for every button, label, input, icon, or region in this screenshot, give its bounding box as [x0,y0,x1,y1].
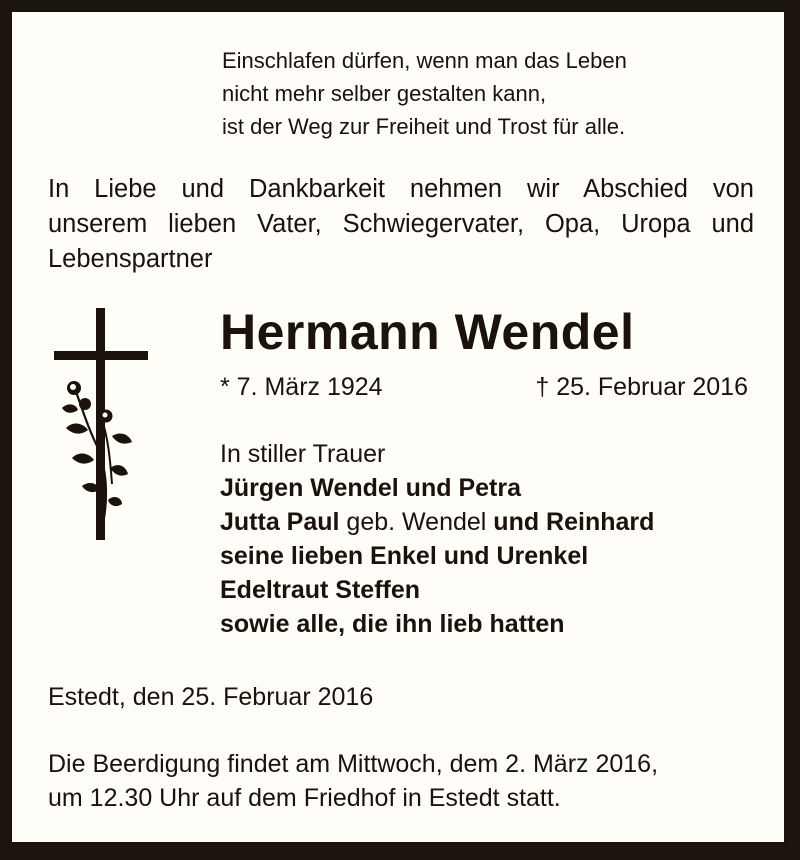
place-date: Estedt, den 25. Februar 2016 [48,683,374,711]
mourners-list [220,437,654,641]
mourner-maiden-name: geb. Wendel [339,508,494,536]
intro-line: In Liebe und Dankbarkeit nehmen wir Abschied von [48,175,754,203]
funeral-info [48,747,658,815]
mourner-line: seine lieben Enkel und Urenkel [220,542,589,570]
mourner-line [220,505,654,539]
funeral-line: um 12.30 Uhr auf dem Friedhof in Estedt statt. [48,784,561,812]
mourner-line: sowie alle, die ihn lieb hatten [220,610,565,638]
poem [222,44,627,143]
poem-line: nicht mehr selber gestalten kann, [222,81,547,106]
intro-line: unserem lieben Vater, Schwiegervater, Opa, Uropa und [48,210,754,238]
mourner-line: Jürgen Wendel und Petra [220,474,521,502]
cross-with-rose-icon [52,308,152,548]
intro-line: Lebenspartner [48,245,213,273]
deceased-name: Hermann Wendel [220,304,635,360]
poem-line: ist der Weg zur Freiheit und Trost für alle. [222,114,626,139]
mourner-partner: und Reinhard [493,508,655,536]
obituary-card [10,10,786,844]
funeral-line: Die Beerdigung findet am Mittwoch, dem 2. März 2016, [48,750,659,778]
mourner-line: Edeltraut Steffen [220,576,421,604]
birth-date: * 7. März 1924 [220,373,383,401]
death-date: † 25. Februar 2016 [535,373,748,401]
mourner-name: Jutta Paul [220,508,340,536]
poem-line: Einschlafen dürfen, wenn man das Leben [222,48,627,73]
mourners-heading: In stiller Trauer [220,440,386,468]
intro-text [48,172,754,277]
